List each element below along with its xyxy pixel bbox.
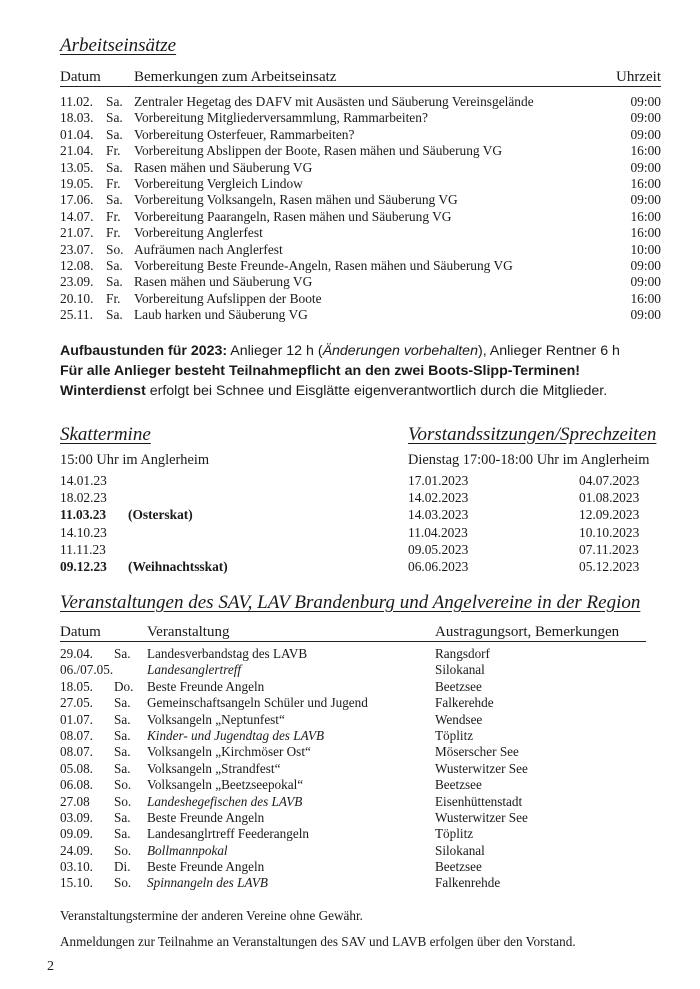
work-row-day: Sa.	[106, 274, 123, 290]
work-row-day: Sa.	[106, 126, 123, 142]
board-date: 04.07.2023	[579, 473, 640, 488]
event-date: 15.10.	[60, 875, 93, 891]
footer-note-disclaimer: Veranstaltungstermine der anderen Vereine ohne Gewähr.	[60, 908, 363, 923]
event-name: Volksangeln „Beetzseepokal“	[147, 777, 304, 793]
event-name: Spinnangeln des LAVB	[147, 875, 268, 891]
work-row-day: Fr.	[106, 208, 121, 224]
event-place: Beetzsee	[435, 859, 482, 875]
event-date: 01.07.	[60, 711, 93, 727]
event-row	[60, 843, 646, 859]
work-row	[60, 176, 661, 192]
work-row-day: Sa.	[106, 307, 123, 323]
event-day: Sa.	[114, 744, 131, 760]
work-row-note: Vorbereitung Volksangeln, Rasen mähen und Säuberung VG	[134, 192, 458, 208]
board-date: 01.08.2023	[579, 490, 640, 506]
event-date: 03.10.	[60, 859, 93, 875]
event-date: 06.08.	[60, 777, 93, 793]
work-row-time: 16:00	[630, 225, 661, 241]
work-row-note: Rasen mähen und Säuberung VG	[134, 159, 313, 175]
work-row-note: Vorbereitung Mitgliederversammlung, Rammarbeiten?	[134, 110, 428, 126]
event-day: Sa.	[114, 826, 131, 842]
event-date: 03.09.	[60, 809, 93, 825]
work-row-time: 16:00	[630, 208, 661, 224]
work-row-note: Rasen mähen und Säuberung VG	[134, 274, 313, 290]
work-header-date: Datum	[60, 69, 101, 85]
work-row-date: 14.07.	[60, 208, 94, 224]
work-row-time: 09:00	[630, 307, 661, 323]
footer-note-registration: Anmeldungen zur Teilnahme an Veranstaltungen des SAV und LAVB erfolgen über den Vorstand.	[60, 934, 576, 949]
skat-date: 11.03.23	[60, 507, 107, 523]
event-place: Silokanal	[435, 662, 485, 678]
board-date: 09.05.2023	[408, 541, 469, 557]
skat-section-title: Skattermine	[60, 424, 151, 445]
winter-service-line	[60, 383, 607, 399]
work-row-day: Sa.	[106, 94, 123, 109]
work-row-date: 23.09.	[60, 274, 94, 290]
work-section-title: Arbeitseinsätze	[60, 35, 177, 56]
event-row	[60, 712, 646, 728]
event-name: Gemeinschaftsangeln Schüler und Jugend	[147, 695, 368, 711]
work-row-note: Zentraler Hegetag des DAFV mit Ausästen und Säuberung Vereinsgelände	[134, 94, 534, 109]
work-row-note: Vorbereitung Vergleich Lindow	[134, 175, 303, 191]
work-row-date: 12.08.	[60, 257, 94, 273]
event-place: Beetzsee	[435, 777, 482, 793]
work-row-time: 09:00	[630, 192, 661, 208]
event-row	[60, 794, 646, 810]
work-row	[60, 160, 661, 176]
event-day: So.	[114, 875, 132, 891]
event-place: Silokanal	[435, 842, 485, 858]
event-row	[60, 875, 646, 891]
event-date: 27.08	[60, 793, 90, 809]
work-row-date: 13.05.	[60, 159, 94, 175]
work-hours-text-a: Anlieger 12 h (	[227, 343, 323, 359]
event-day: Do.	[114, 678, 134, 694]
work-row-time: 09:00	[630, 110, 661, 126]
board-date: 14.03.2023	[408, 507, 469, 523]
work-row	[60, 307, 661, 323]
work-row-date: 11.02.	[60, 94, 93, 109]
event-place: Falkenrehde	[435, 875, 501, 891]
event-date: 24.09.	[60, 842, 93, 858]
work-row-date: 18.03.	[60, 110, 94, 126]
skat-label: (Osterskat)	[128, 507, 193, 523]
event-day: Sa.	[114, 727, 131, 743]
event-day: Di.	[114, 859, 131, 875]
event-day: Sa.	[114, 695, 131, 711]
board-date: 07.11.2023	[579, 541, 639, 557]
event-row	[60, 810, 646, 826]
event-row	[60, 662, 646, 678]
board-date: 05.12.2023	[579, 559, 640, 574]
work-row-time: 09:00	[630, 94, 661, 109]
event-row	[60, 761, 646, 777]
event-day: So.	[114, 777, 132, 793]
work-row-time: 09:00	[630, 159, 661, 175]
work-row-note: Vorbereitung Beste Freunde-Angeln, Rasen mähen und Säuberung VG	[134, 257, 513, 273]
work-hours-italic: Änderungen vorbehalten	[322, 343, 478, 359]
work-row-time: 09:00	[630, 274, 661, 290]
event-row	[60, 728, 646, 744]
work-row-day: Fr.	[106, 175, 121, 191]
work-row-day: Fr.	[106, 225, 121, 241]
work-row-note: Vorbereitung Paarangeln, Rasen mähen und Säuberung VG	[134, 208, 452, 224]
event-place: Wusterwitzer See	[435, 809, 528, 825]
event-place: Eisenhüttenstadt	[435, 793, 523, 809]
event-name: Kinder- und Jugendtag des LAVB	[147, 727, 325, 743]
work-row	[60, 94, 661, 110]
event-row	[60, 679, 646, 695]
board-date: 17.01.2023	[408, 473, 469, 488]
event-row	[60, 777, 646, 793]
skat-label: (Weihnachtsskat)	[128, 559, 228, 574]
work-hours-line	[60, 343, 620, 359]
work-row-day: So.	[106, 241, 124, 257]
event-name: Landeshegefischen des LAVB	[147, 793, 303, 809]
work-row-time: 16:00	[630, 143, 661, 159]
board-section-title: Vorstandssitzungen/Sprechzeiten	[408, 424, 657, 445]
work-header-time: Uhrzeit	[616, 69, 661, 85]
event-name: Volksangeln „Kirchmöser Ost“	[147, 744, 311, 760]
event-row	[60, 646, 646, 662]
skat-date: 09.12.23	[60, 559, 107, 574]
work-row	[60, 143, 661, 159]
event-place: Falkerehde	[435, 695, 494, 711]
event-date: 27.05.	[60, 695, 93, 711]
work-row-note: Laub harken und Säuberung VG	[134, 307, 308, 323]
event-place: Möserscher See	[435, 744, 519, 760]
winter-service-label: Winterdienst	[60, 383, 146, 399]
work-row-note: Vorbereitung Anglerfest	[134, 225, 263, 241]
event-date: 05.08.	[60, 760, 93, 776]
work-row-time: 16:00	[630, 290, 661, 306]
event-name: Landesverbandstag des LAVB	[147, 646, 308, 661]
event-day: So.	[114, 842, 132, 858]
work-row	[60, 209, 661, 225]
skat-date: 14.01.23	[60, 473, 107, 488]
work-row	[60, 291, 661, 307]
skat-date: 11.11.23	[60, 541, 106, 557]
work-row-date: 20.10.	[60, 290, 94, 306]
work-row-day: Sa.	[106, 110, 123, 126]
work-row	[60, 274, 661, 290]
work-row-note: Vorbereitung Abslippen der Boote, Rasen mähen und Säuberung VG	[134, 143, 503, 159]
skat-date: 14.10.23	[60, 524, 107, 540]
work-row-time: 16:00	[630, 175, 661, 191]
board-date: 10.10.2023	[579, 524, 640, 540]
skat-date: 18.02.23	[60, 490, 107, 506]
board-subtitle: Dienstag 17:00-18:00 Uhr im Anglerheim	[408, 452, 650, 468]
events-header-date: Datum	[60, 624, 101, 640]
slip-duty-line: Für alle Anlieger besteht Teilnahmepflicht an den zwei Boots-Slipp-Terminen!	[60, 363, 581, 379]
work-row	[60, 127, 661, 143]
event-name: Beste Freunde Angeln	[147, 678, 265, 694]
event-date: 29.04.	[60, 646, 93, 661]
work-row-note: Vorbereitung Osterfeuer, Rammarbeiten?	[134, 126, 355, 142]
event-day: Sa.	[114, 711, 131, 727]
event-place: Töplitz	[435, 727, 474, 743]
board-date: 12.09.2023	[579, 507, 640, 523]
work-row-time: 09:00	[630, 126, 661, 142]
events-header-rule	[60, 641, 646, 642]
event-row	[60, 826, 646, 842]
event-place: Wendsee	[435, 711, 483, 727]
event-date: 08.07.	[60, 744, 93, 760]
events-table-body	[60, 646, 646, 892]
event-place: Töplitz	[435, 826, 474, 842]
work-row-note: Aufräumen nach Anglerfest	[134, 241, 283, 257]
work-row	[60, 242, 661, 258]
event-date: 09.09.	[60, 826, 93, 842]
events-header-place: Austragungsort, Bemerkungen	[435, 624, 620, 640]
event-name: Volksangeln „Strandfest“	[147, 760, 281, 776]
work-row-day: Fr.	[106, 290, 121, 306]
work-row-day: Sa.	[106, 192, 123, 208]
work-row-date: 19.05.	[60, 175, 94, 191]
work-table-body	[60, 94, 661, 323]
event-name: Landesanglrtreff Feederangeln	[147, 826, 309, 842]
board-date: 06.06.2023	[408, 559, 469, 574]
event-day: Sa.	[114, 760, 131, 776]
work-row-day: Sa.	[106, 159, 123, 175]
event-name: Beste Freunde Angeln	[147, 809, 265, 825]
event-date: 06./07.05.	[60, 662, 114, 678]
event-name: Beste Freunde Angeln	[147, 859, 265, 875]
work-row-time: 10:00	[630, 241, 661, 257]
event-place: Rangsdorf	[435, 646, 490, 661]
work-row	[60, 110, 661, 126]
event-day: Sa.	[114, 646, 131, 661]
work-row-day: Sa.	[106, 257, 123, 273]
winter-service-text: erfolgt bei Schnee und Eisglätte eigenverantwortlich durch die Mitglieder.	[145, 383, 608, 399]
work-row	[60, 258, 661, 274]
events-table-header	[60, 624, 646, 642]
board-date: 11.04.2023	[408, 524, 468, 540]
board-date: 14.02.2023	[408, 490, 469, 506]
work-row-note: Vorbereitung Aufslippen der Boote	[134, 290, 322, 306]
event-name: Landesanglertreff	[147, 662, 242, 678]
work-row-date: 23.07.	[60, 241, 94, 257]
event-place: Beetzsee	[435, 678, 482, 694]
event-day: Sa.	[114, 809, 131, 825]
work-table-header	[60, 69, 661, 87]
work-hours-text-b: ), Anlieger Rentner 6 h	[477, 343, 620, 359]
skat-subtitle: 15:00 Uhr im Anglerheim	[60, 452, 210, 468]
events-section-title: Veranstaltungen des SAV, LAV Brandenburg und Angelvereine in der Region	[60, 592, 641, 613]
event-date: 08.07.	[60, 727, 93, 743]
work-row	[60, 225, 661, 241]
event-name: Volksangeln „Neptunfest“	[147, 711, 285, 727]
work-row-date: 17.06.	[60, 192, 94, 208]
event-date: 18.05.	[60, 678, 93, 694]
event-row	[60, 695, 646, 711]
work-row	[60, 192, 661, 208]
events-header-event: Veranstaltung	[147, 624, 230, 640]
event-row	[60, 859, 646, 875]
page-number: 2	[47, 959, 54, 974]
event-row	[60, 744, 646, 760]
work-row-date: 21.07.	[60, 225, 94, 241]
work-header-note: Bemerkungen zum Arbeitseinsatz	[134, 69, 337, 85]
work-row-date: 21.04.	[60, 143, 94, 159]
work-row-date: 01.04.	[60, 126, 94, 142]
event-place: Wusterwitzer See	[435, 760, 528, 776]
event-day: So.	[114, 793, 132, 809]
work-row-time: 09:00	[630, 257, 661, 273]
work-row-day: Fr.	[106, 143, 121, 159]
work-row-date: 25.11.	[60, 307, 93, 323]
event-name: Bollmannpokal	[147, 842, 228, 858]
work-hours-label: Aufbaustunden für 2023:	[60, 343, 228, 359]
